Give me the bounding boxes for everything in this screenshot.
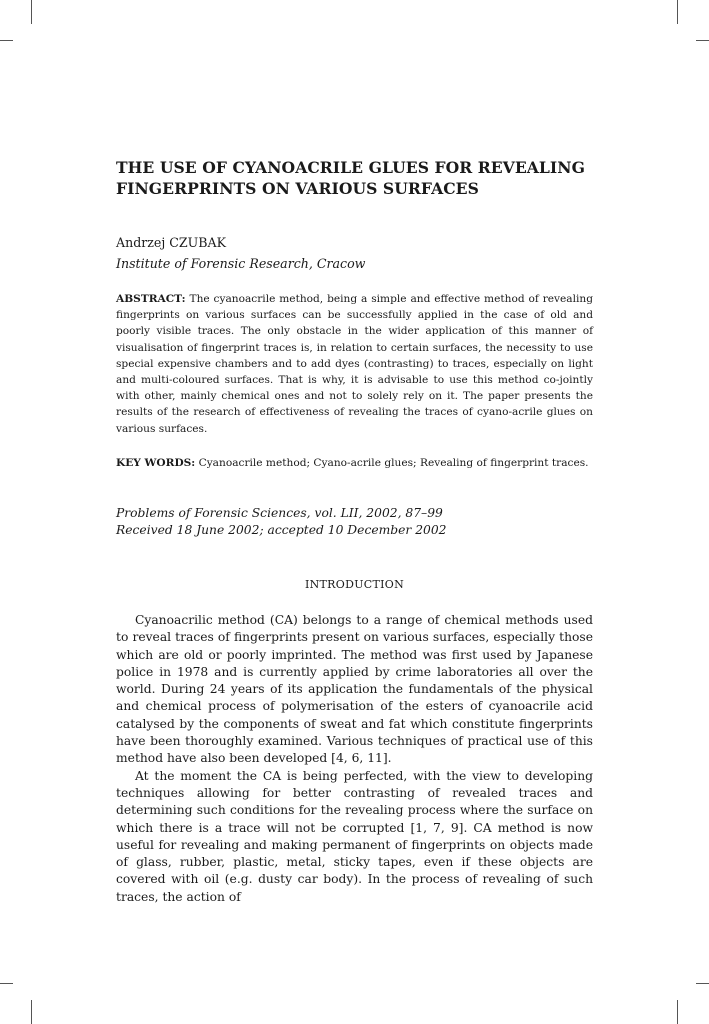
paper-title-line2: FINGERPRINTS ON VARIOUS SURFACES — [116, 179, 479, 198]
keywords — [116, 455, 593, 471]
crop-mark-top-right-h — [696, 40, 709, 41]
paragraph-1: Cyanoacrilic method (CA) belongs to a range of chemical methods used to reveal traces of fingerprints present on various surfaces, especially those which are old or poorly imprinted. The method was first used by Japanese police in 1978 and is currently applied by crime laboratories all over the world. During 24 years of its application the fundamentals of the physical and chemical process of polymerisation of the esters of cyanoacrile acid catalysed by the components of sweat and fat which constitute fingerprints have been thoroughly examined. Various techniques of practical use of this method have also been developed [4, 6, 11]. — [116, 613, 593, 766]
journal-dates: Received 18 June 2002; accepted 10 December 2002 — [116, 523, 447, 537]
journal-info — [116, 505, 593, 539]
crop-mark-top-left — [31, 0, 32, 24]
crop-mark-bottom-left — [31, 1000, 32, 1024]
keywords-text: Cyanoacrile method; Cyano-acrile glues; Revealing of fingerprint traces. — [198, 457, 589, 469]
crop-mark-bottom-right-h — [696, 983, 709, 984]
crop-mark-bottom-right — [677, 1000, 678, 1024]
paper-title-line1: THE USE OF CYANOACRILE GLUES FOR REVEALING — [116, 158, 585, 177]
author-affiliation: Institute of Forensic Research, Cracow — [116, 256, 366, 271]
body-text — [116, 612, 593, 906]
crop-mark-top-left-h — [0, 40, 13, 41]
section-heading: INTRODUCTION — [304, 578, 405, 591]
journal-citation: Problems of Forensic Sciences, vol. LII, 2002, 87–99 — [116, 506, 443, 520]
paper-title — [116, 157, 593, 199]
crop-mark-top-right — [677, 0, 678, 24]
keywords-label: KEY WORDS: — [116, 457, 196, 469]
abstract-text: The cyanoacrile method, being a simple and effective method of revealing fingerprints on various surfaces can be successfully applied in the case of old and poorly visible traces. The only obstacle in the wider application of this manner of visualisation of fingerprint traces is, in relation to certain surfaces, the necessity to use special expensive chambers and to add dyes (contrasting) to traces, especially on light and multi-coloured surfaces. That is why, it is advisable to use this method co-jointly with other, mainly chemical ones and not to solely rely on it. The paper presents the results of the research of effectiveness of revealing the traces of cyano-acrile glues on various surfaces. — [116, 293, 593, 435]
abstract — [116, 291, 593, 437]
author-name: Andrzej CZUBAK — [116, 235, 227, 250]
abstract-label: ABSTRACT: — [116, 293, 186, 305]
crop-mark-bottom-left-h — [0, 983, 13, 984]
paragraph-2: At the moment the CA is being perfected, with the view to developing techniques allowing for better contrasting of revealed traces and determining such conditions for the revealing process where the surface on which there is a trace will not be corrupted [1, 7, 9]. CA method is now useful for revealing and making permanent of fingerprints on objects made of glass, rubber, plastic, metal, sticky tapes, even if these objects are covered with oil (e.g. dusty car body). In the process of revealing of such traces, the action of — [116, 768, 593, 904]
